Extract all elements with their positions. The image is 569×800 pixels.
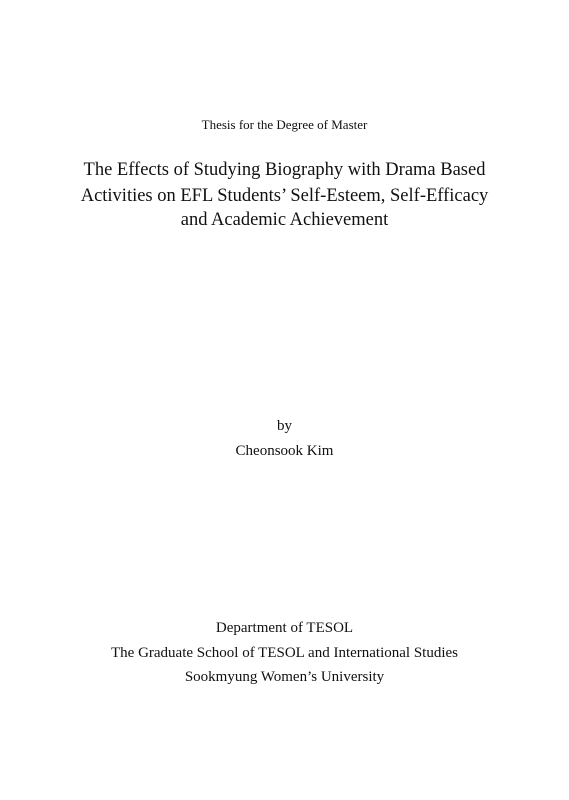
university-line: Sookmyung Women’s University [184,669,385,685]
graduate-school-line: The Graduate School of TESOL and International Studies [111,645,458,661]
department-line: Department of TESOL [215,620,354,636]
title-line-1: The Effects of Studying Biography with Drama Based [83,160,486,180]
degree-line: Thesis for the Degree of Master [201,117,368,132]
by-label: by [277,418,292,434]
title-line-3: and Academic Achievement [180,210,389,230]
author-name: Cheonsook Kim [235,443,334,459]
title-line-2: Activities on EFL Students’ Self-Esteem, Self-Efficacy [80,186,489,206]
